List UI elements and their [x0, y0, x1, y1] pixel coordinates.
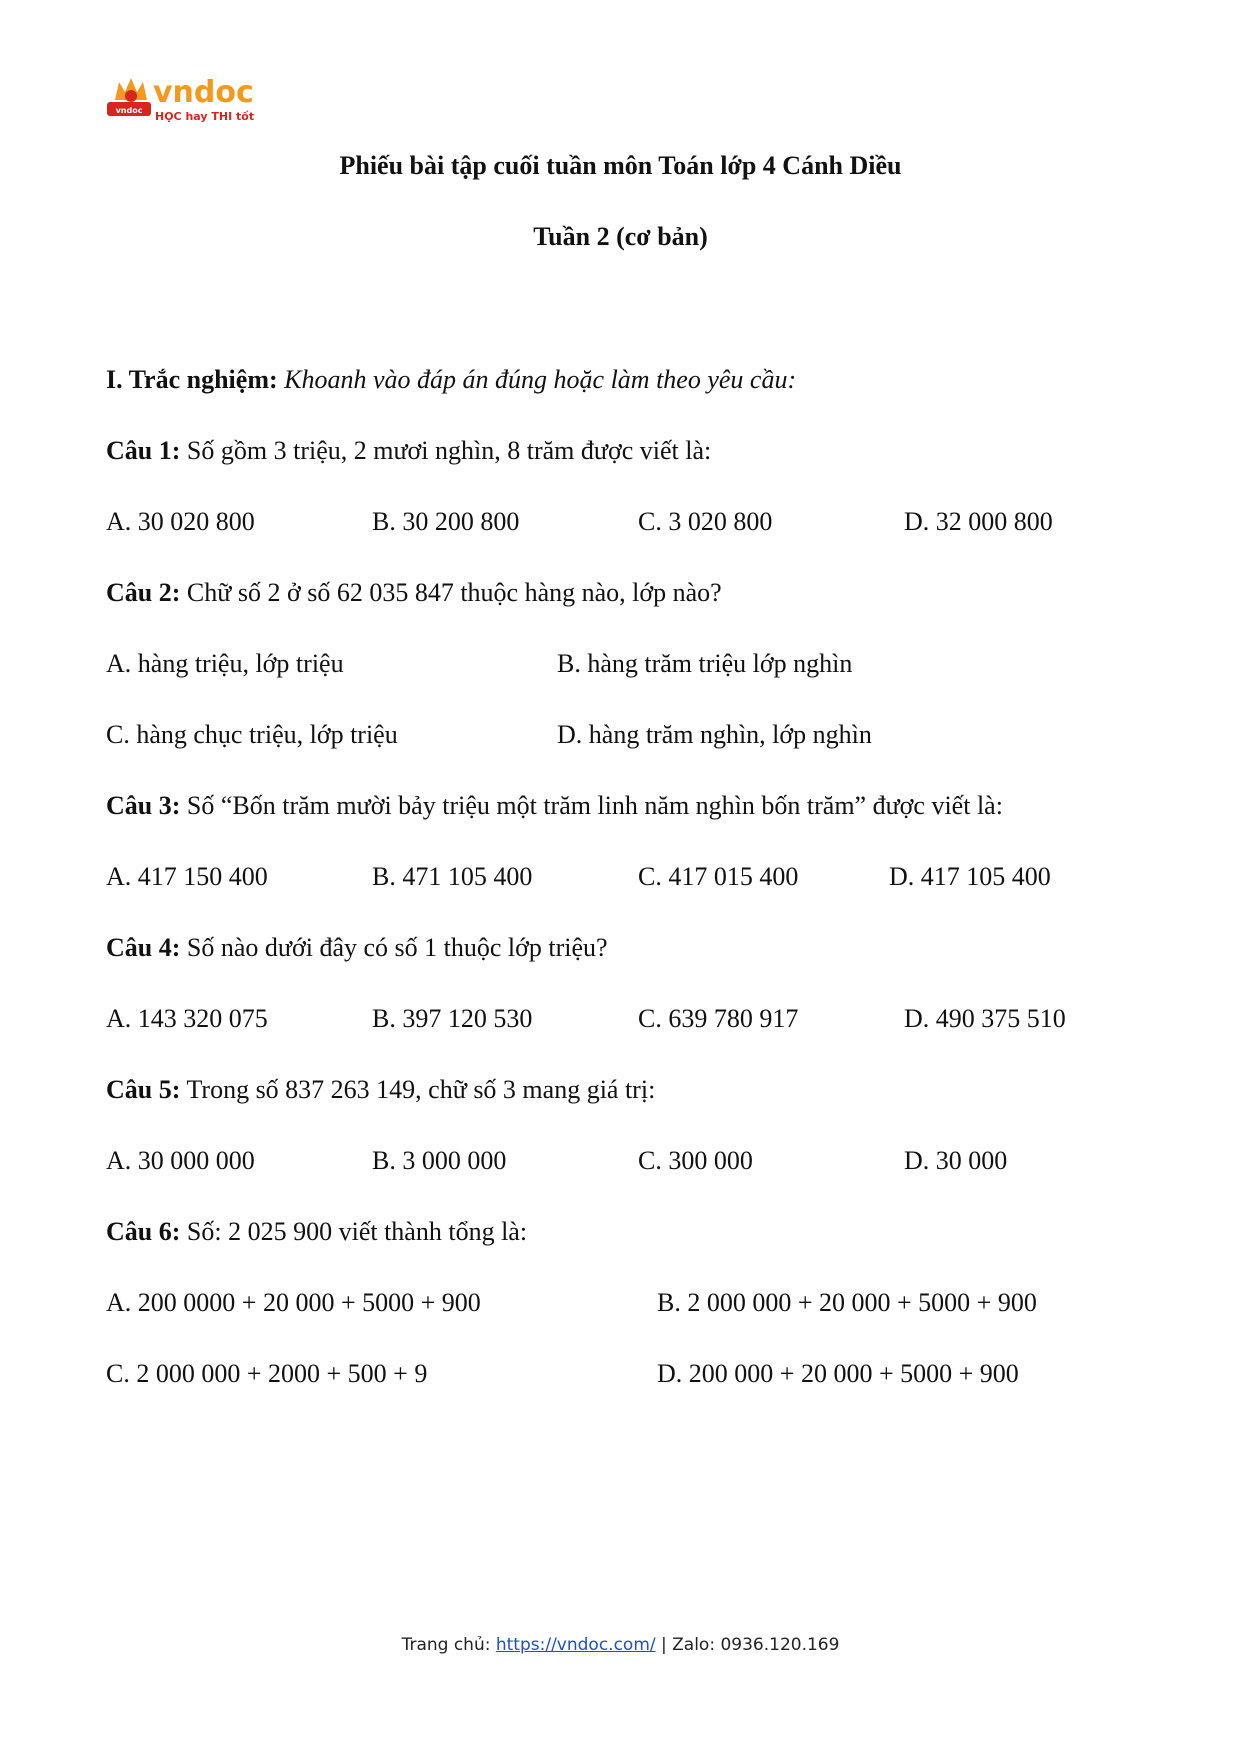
footer-prefix: Trang chủ: [401, 1635, 496, 1655]
question-label: Câu 2: [106, 578, 181, 607]
option-1c[interactable]: C. 3 020 800 [638, 507, 773, 536]
question-label: Câu 4: [106, 933, 181, 962]
question-3 [106, 790, 1003, 822]
question-2 [106, 577, 722, 609]
option-4b[interactable]: B. 397 120 530 [372, 1004, 533, 1033]
option-5a[interactable]: A. 30 000 000 [106, 1146, 255, 1175]
option-6a[interactable]: A. 200 0000 + 20 000 + 5000 + 900 [106, 1288, 481, 1317]
question-label: Câu 3: [106, 791, 181, 820]
question-text: Số: 2 025 900 viết thành tổng là: [186, 1217, 528, 1246]
question-text: Chữ số 2 ở số 62 035 847 thuộc hàng nào, lớp nào? [186, 578, 722, 607]
question-6 [106, 1216, 527, 1248]
option-3b[interactable]: B. 471 105 400 [372, 862, 533, 891]
vndoc-logo-icon [105, 72, 265, 126]
page-title: Phiếu bài tập cuối tuần môn Toán lớp 4 Cánh Diều [339, 151, 902, 180]
option-5b[interactable]: B. 3 000 000 [372, 1146, 507, 1175]
logo-slogan-text: HỌC hay THI tốt [155, 110, 255, 123]
question-label: Câu 6: [106, 1217, 181, 1246]
option-4d[interactable]: D. 490 375 510 [904, 1004, 1066, 1033]
section-label: I. Trắc nghiệm: [106, 365, 278, 394]
logo-brand-text: vndoc [153, 75, 254, 110]
option-6c[interactable]: C. 2 000 000 + 2000 + 500 + 9 [106, 1359, 428, 1388]
option-5d[interactable]: D. 30 000 [904, 1146, 1008, 1175]
question-4 [106, 932, 608, 964]
question-text: Số gồm 3 triệu, 2 mươi nghìn, 8 trăm được viết là: [186, 436, 712, 465]
option-1a[interactable]: A. 30 020 800 [106, 507, 255, 536]
option-3a[interactable]: A. 417 150 400 [106, 862, 268, 891]
question-1 [106, 435, 711, 467]
option-6d[interactable]: D. 200 000 + 20 000 + 5000 + 900 [657, 1359, 1019, 1388]
option-3d[interactable]: D. 417 105 400 [889, 862, 1051, 891]
option-3c[interactable]: C. 417 015 400 [638, 862, 799, 891]
question-label: Câu 5: [106, 1075, 181, 1104]
option-2d[interactable]: D. hàng trăm nghìn, lớp nghìn [557, 720, 872, 749]
question-5 [106, 1074, 655, 1106]
option-2a[interactable]: A. hàng triệu, lớp triệu [106, 649, 344, 678]
question-text: Số nào dưới đây có số 1 thuộc lớp triệu? [186, 933, 608, 962]
option-6b[interactable]: B. 2 000 000 + 20 000 + 5000 + 900 [657, 1288, 1037, 1317]
option-2b[interactable]: B. hàng trăm triệu lớp nghìn [557, 649, 853, 678]
section-heading [106, 364, 796, 396]
question-text: Số “Bốn trăm mười bảy triệu một trăm linh năm nghìn bốn trăm” được viết là: [186, 791, 1003, 820]
question-text: Trong số 837 263 149, chữ số 3 mang giá trị: [186, 1075, 656, 1104]
footer-zalo: | Zalo: 0936.120.169 [655, 1635, 840, 1655]
option-1b[interactable]: B. 30 200 800 [372, 507, 520, 536]
logo-badge-text: vndoc [115, 106, 143, 115]
question-label: Câu 1: [106, 436, 181, 465]
option-4c[interactable]: C. 639 780 917 [638, 1004, 799, 1033]
footer-homepage-link[interactable]: https://vndoc.com/ [495, 1635, 656, 1655]
page-subtitle: Tuần 2 (cơ bản) [533, 222, 708, 251]
option-4a[interactable]: A. 143 320 075 [106, 1004, 268, 1033]
section-instruction: Khoanh vào đáp án đúng hoặc làm theo yêu cầu: [284, 365, 797, 394]
option-1d[interactable]: D. 32 000 800 [904, 507, 1053, 536]
option-5c[interactable]: C. 300 000 [638, 1146, 753, 1175]
vndoc-logo [105, 72, 265, 126]
option-2c[interactable]: C. hàng chục triệu, lớp triệu [106, 720, 398, 749]
page-footer [0, 1635, 1241, 1655]
